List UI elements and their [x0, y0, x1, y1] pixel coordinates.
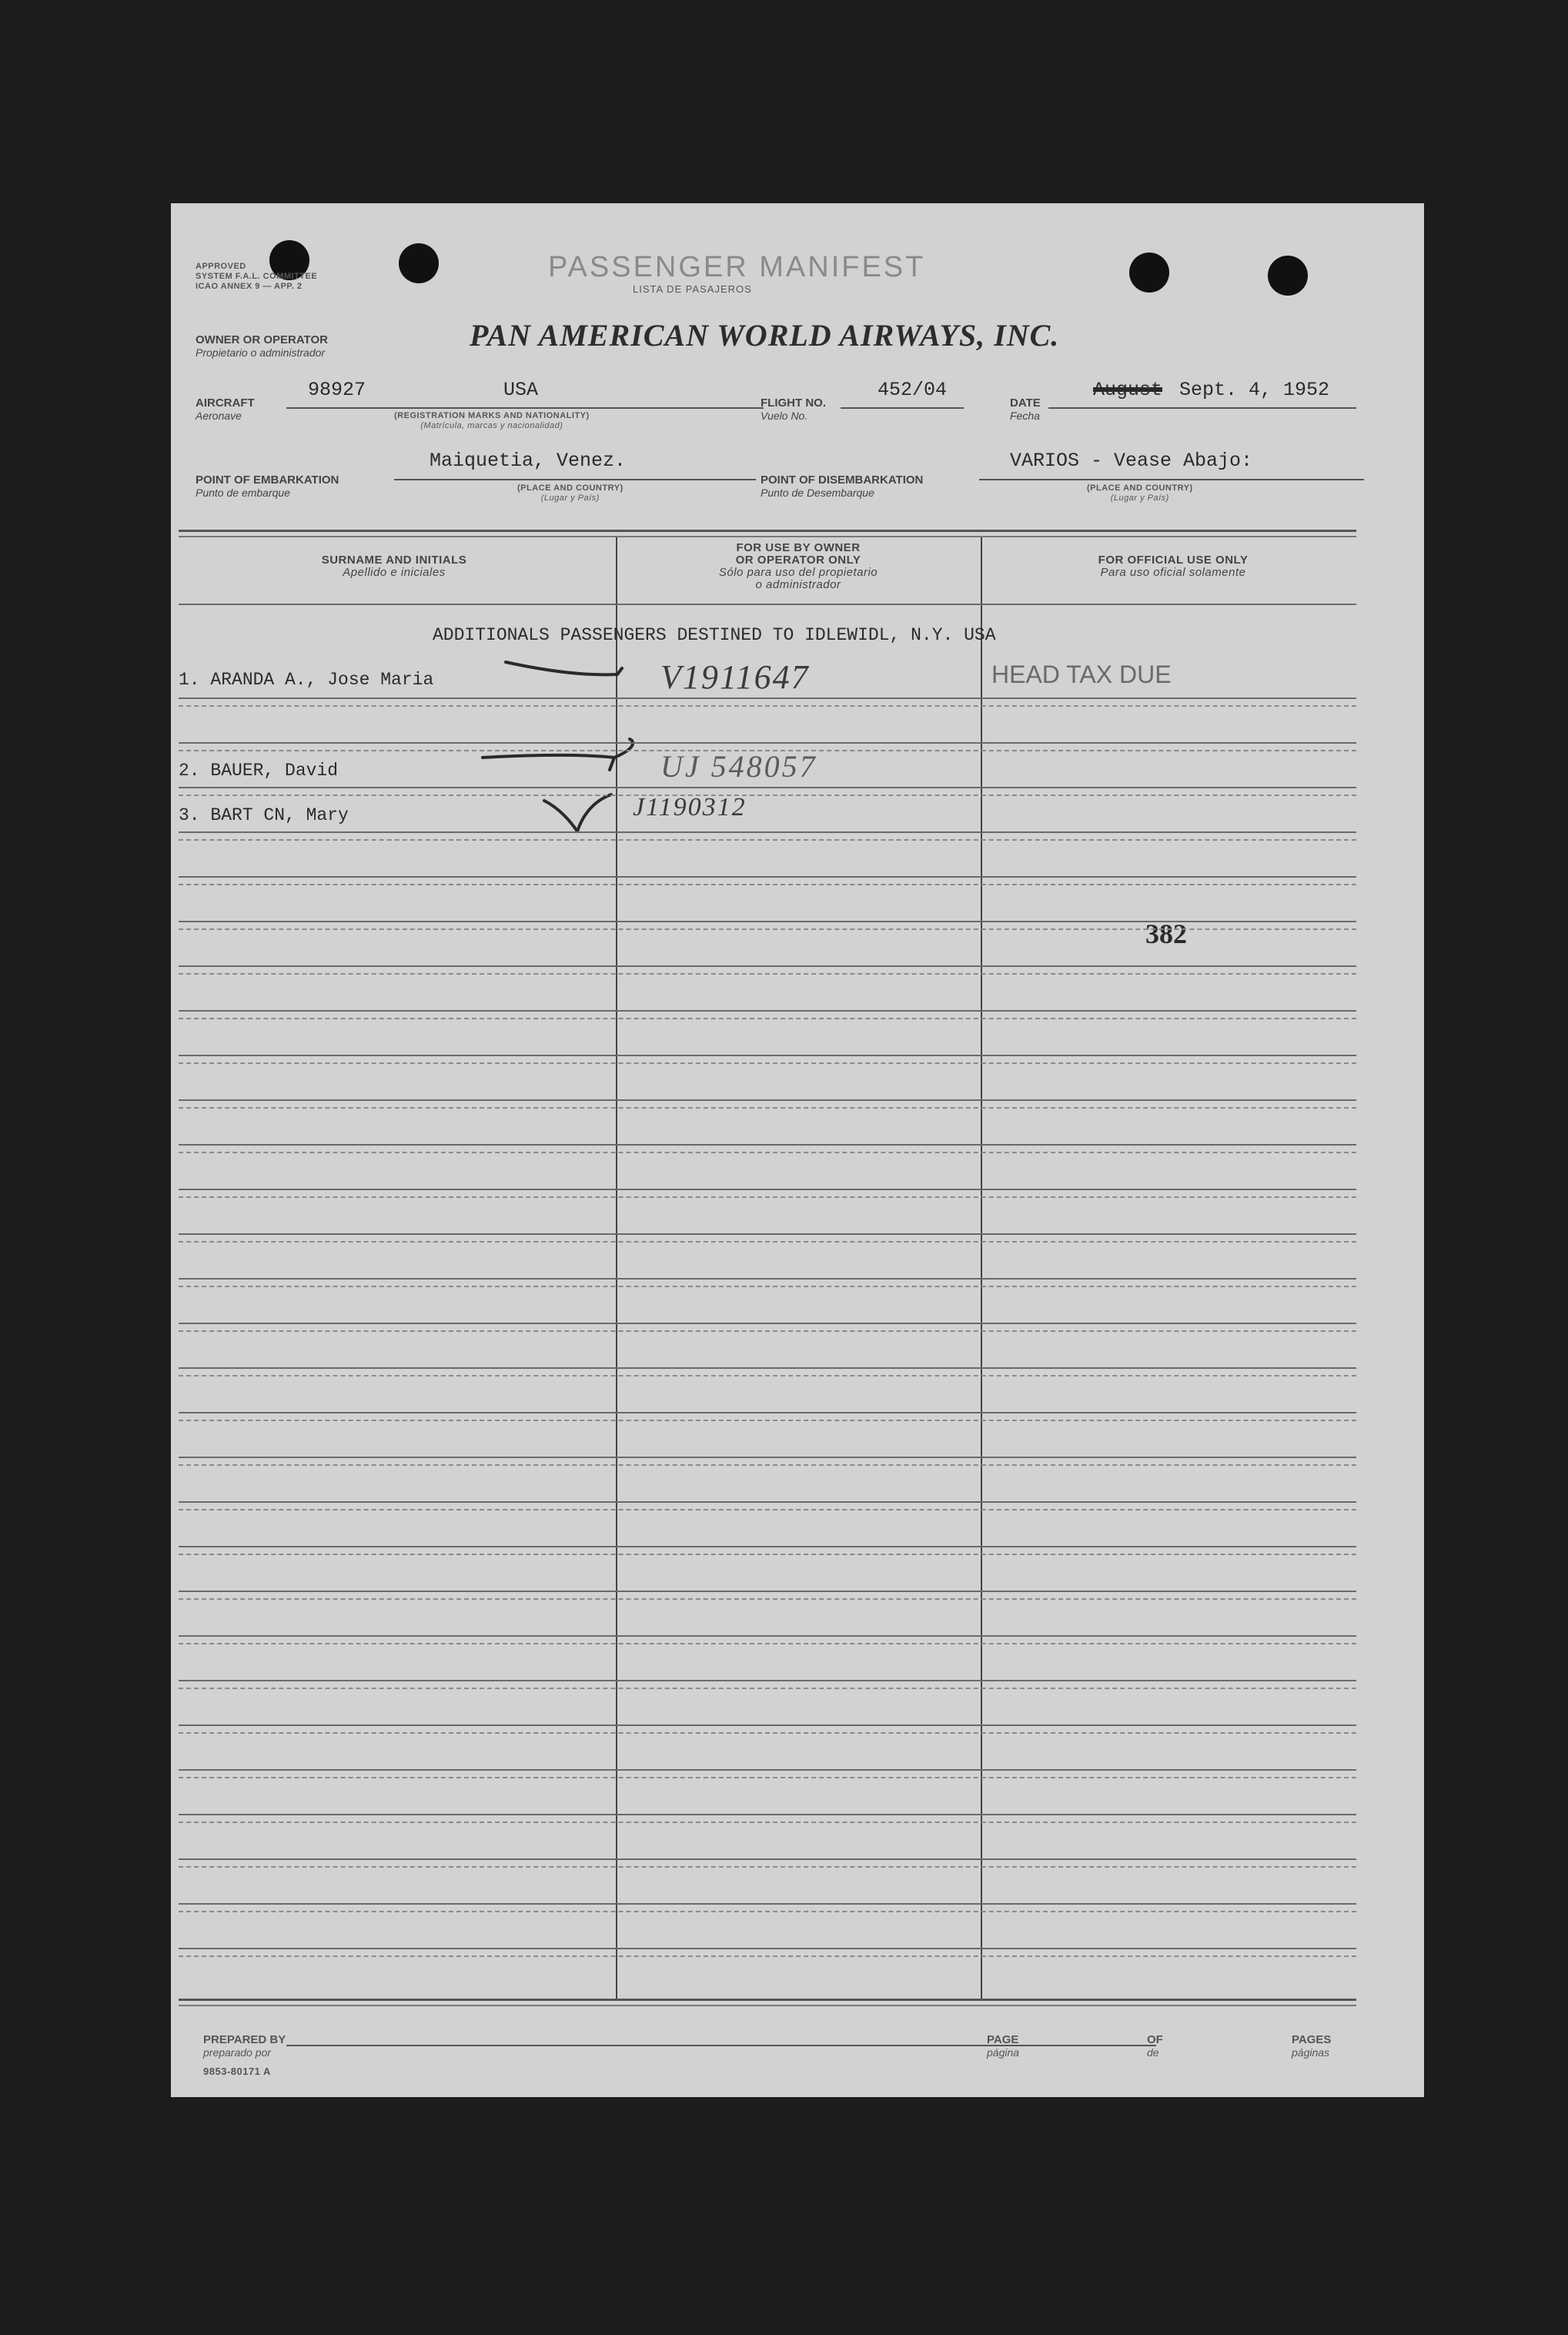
row-rule: [179, 1412, 1356, 1413]
row-rule-dashed: [179, 1554, 1356, 1555]
aircraft-label: AIRCRAFT Aeronave: [196, 396, 255, 422]
table-top-rule: [179, 536, 1356, 537]
row-rule-dashed: [179, 839, 1356, 841]
embarkation-value: Maiquetia, Venez.: [430, 450, 627, 472]
row-rule: [179, 1814, 1356, 1815]
row-rule: [179, 1233, 1356, 1235]
row-rule-dashed: [179, 1911, 1356, 1912]
flight-underline: [841, 407, 964, 409]
header-bottom-rule: [179, 604, 1356, 605]
row-rule: [179, 1680, 1356, 1681]
operator-note: J1190312: [633, 793, 747, 821]
row-rule-dashed: [179, 1420, 1356, 1421]
disembarkation-value: VARIOS - Vease Abajo:: [1010, 450, 1253, 472]
row-rule: [179, 1010, 1356, 1012]
row-rule-dashed: [179, 1286, 1356, 1287]
row-rule-dashed: [179, 1330, 1356, 1332]
embarkation-caption: (PLACE AND COUNTRY) (Lugar y País): [517, 483, 624, 503]
check-mark-icon: [540, 791, 617, 838]
disembarkation-underline: [979, 479, 1364, 480]
check-mark-icon: [479, 734, 648, 781]
pages-label: PAGES páginas: [1292, 2033, 1332, 2059]
row-rule: [179, 1278, 1356, 1280]
operator-note: V1911647: [660, 658, 810, 696]
row-rule: [179, 787, 1356, 788]
table-top-rule: [179, 530, 1356, 532]
row-rule: [179, 876, 1356, 878]
row-rule: [179, 1858, 1356, 1860]
row-rule-dashed: [179, 884, 1356, 885]
row-rule-dashed: [179, 1688, 1356, 1689]
row-rule-dashed: [179, 1822, 1356, 1823]
punch-hole: [399, 243, 439, 283]
prepared-by-label: PREPARED BY preparado por: [203, 2033, 286, 2059]
row-rule: [179, 1769, 1356, 1771]
approved-block: APPROVED SYSTEM F.A.L. COMMITTEE ICAO ANNEX 9 — APP. 2: [196, 262, 318, 291]
row-rule: [179, 697, 1356, 699]
row-rule: [179, 921, 1356, 922]
row-rule-dashed: [179, 1018, 1356, 1019]
row-rule-dashed: [179, 1777, 1356, 1778]
manifest-page: [171, 203, 1424, 2097]
embarkation-label: POINT OF EMBARKATION Punto de embarque: [196, 473, 339, 499]
row-rule-dashed: [179, 1732, 1356, 1734]
row-rule-dashed: [179, 1107, 1356, 1109]
date-value: Sept. 4, 1952: [1179, 379, 1330, 401]
row-rule: [179, 1055, 1356, 1056]
punch-hole: [1129, 253, 1169, 293]
row-rule: [179, 1367, 1356, 1369]
passengers-note: ADDITIONALS PASSENGERS DESTINED TO IDLEWIDL, N.Y. USA: [433, 625, 996, 645]
check-mark-icon: [502, 654, 625, 685]
row-rule: [179, 1724, 1356, 1726]
form-number: 9853-80171 A: [203, 2066, 271, 2077]
row-rule: [179, 1457, 1356, 1458]
row-rule: [179, 1099, 1356, 1101]
of-label: OF de: [1147, 2033, 1163, 2059]
flight-number: 452/04: [878, 379, 948, 401]
disembarkation-label: POINT OF DISEMBARKATION Punto de Desembarque: [761, 473, 924, 499]
prepared-by-underline: [286, 2045, 1156, 2046]
flight-label: FLIGHT NO. Vuelo No.: [761, 396, 826, 422]
passenger-name: 1. ARANDA A., Jose Maria: [179, 670, 434, 690]
row-rule-dashed: [179, 750, 1356, 751]
operator-note: UJ 548057: [660, 749, 817, 784]
row-rule-dashed: [179, 1955, 1356, 1957]
row-rule-dashed: [179, 705, 1356, 707]
table-bottom-rule: [179, 1999, 1356, 2001]
row-rule: [179, 742, 1356, 744]
aircraft-registration: 98927: [308, 379, 366, 401]
row-rule-dashed: [179, 928, 1356, 930]
row-rule-dashed: [179, 1464, 1356, 1466]
row-rule-dashed: [179, 1598, 1356, 1600]
page-label: PAGE página: [987, 2033, 1020, 2059]
row-rule: [179, 1144, 1356, 1146]
embarkation-underline: [394, 479, 756, 480]
column-divider: [981, 537, 982, 2000]
row-rule: [179, 965, 1356, 967]
row-rule-dashed: [179, 1241, 1356, 1243]
column-header-official: FOR OFFICIAL USE ONLY Para uso oficial solamente: [1098, 554, 1249, 579]
row-rule-dashed: [179, 1375, 1356, 1377]
aircraft-underline: [286, 407, 764, 409]
passenger-name: 3. BART CN, Mary: [179, 805, 349, 825]
passenger-name: 2. BAUER, David: [179, 761, 339, 781]
owner-value: PAN AMERICAN WORLD AIRWAYS, INC.: [470, 318, 1060, 353]
row-rule: [179, 831, 1356, 833]
row-rule-dashed: [179, 1152, 1356, 1153]
row-rule-dashed: [179, 1643, 1356, 1644]
page-subtitle: LISTA DE PASAJEROS: [633, 283, 752, 295]
row-rule-dashed: [179, 1509, 1356, 1510]
aircraft-caption: (REGISTRATION MARKS AND NATIONALITY) (Matrícula, marcas y nacionalidad): [394, 411, 590, 430]
date-label: DATE Fecha: [1010, 396, 1041, 422]
disembarkation-caption: (PLACE AND COUNTRY) (Lugar y País): [1087, 483, 1193, 503]
table-bottom-rule: [179, 2005, 1356, 2006]
row-rule: [179, 1546, 1356, 1547]
row-rule-dashed: [179, 1866, 1356, 1868]
date-struck: August: [1093, 379, 1163, 401]
page-title: PASSENGER MANIFEST: [548, 251, 926, 283]
column-header-surname: SURNAME AND INITIALS Apellido e iniciales: [321, 554, 467, 579]
row-rule: [179, 1635, 1356, 1637]
row-rule: [179, 1501, 1356, 1503]
stamp-number: 382: [1145, 918, 1187, 949]
row-rule: [179, 1323, 1356, 1324]
column-header-operator: FOR USE BY OWNER OR OPERATOR ONLY Sólo para uso del propietario o administrador: [718, 541, 878, 591]
aircraft-nationality: USA: [503, 379, 539, 401]
row-rule: [179, 1591, 1356, 1592]
date-underline: [1048, 407, 1356, 409]
row-rule-dashed: [179, 795, 1356, 796]
row-rule-dashed: [179, 1062, 1356, 1064]
owner-label: OWNER OR OPERATOR Propietario o administrador: [196, 333, 328, 359]
punch-hole: [1268, 256, 1308, 296]
row-rule-dashed: [179, 1196, 1356, 1198]
official-note: HEAD TAX DUE: [991, 661, 1172, 688]
row-rule-dashed: [179, 973, 1356, 975]
row-rule: [179, 1189, 1356, 1190]
row-rule: [179, 1948, 1356, 1949]
row-rule: [179, 1903, 1356, 1905]
